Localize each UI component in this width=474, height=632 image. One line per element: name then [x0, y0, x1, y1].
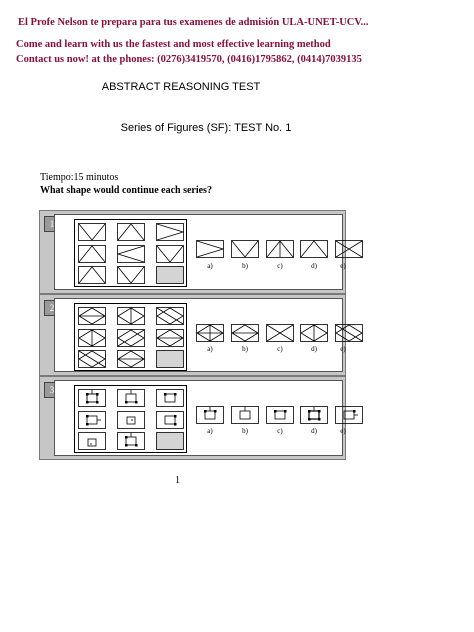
option-a-label: a)	[207, 345, 213, 353]
option-e-figure[interactable]	[335, 240, 363, 258]
option-a-label: a)	[207, 427, 213, 435]
series-figure	[117, 223, 145, 241]
problem-2-series-grid	[74, 303, 187, 371]
problem-1-area	[54, 214, 346, 290]
question-text: What shape would continue each series?	[40, 185, 212, 196]
option-c-label: c)	[277, 427, 283, 435]
problem-1-series-grid	[74, 219, 187, 287]
option-b-label: b)	[242, 345, 248, 353]
series-figure	[78, 411, 106, 429]
option-e-label: e)	[340, 345, 346, 353]
missing-figure-cell	[156, 350, 184, 368]
series-figure	[78, 350, 106, 368]
option-c-figure[interactable]	[266, 240, 294, 258]
option-e-figure[interactable]	[335, 406, 363, 424]
series-figure	[156, 389, 184, 407]
problem-2-panel	[39, 294, 346, 376]
problem-3-area	[54, 380, 346, 456]
promo-line-3: Contact us now! at the phones: (0276)3419570, (0416)1795862, (0414)7039135	[16, 54, 362, 65]
option-a-figure[interactable]	[196, 240, 224, 258]
series-figure	[117, 245, 145, 263]
option-e-label: e)	[340, 427, 346, 435]
option-b-label: b)	[242, 262, 248, 270]
problem-2-area	[54, 298, 346, 372]
option-a-figure[interactable]	[196, 406, 224, 424]
test-title: ABSTRACT REASONING TEST	[101, 81, 261, 93]
series-figure	[78, 266, 106, 284]
option-d-label: d)	[311, 345, 317, 353]
promo-line-1: El Profe Nelson te prepara para tus examenes de admisión ULA-UNET-UCV...	[18, 17, 369, 28]
option-c-label: c)	[277, 262, 283, 270]
series-figure	[156, 329, 184, 347]
series-figure	[156, 223, 184, 241]
series-figure	[117, 389, 145, 407]
missing-figure-cell	[156, 432, 184, 450]
option-a-figure[interactable]	[196, 324, 224, 342]
option-e-label: e)	[340, 262, 346, 270]
series-figure	[156, 245, 184, 263]
series-figure	[78, 329, 106, 347]
series-figure	[117, 432, 145, 450]
missing-figure-cell	[156, 266, 184, 284]
problem-3-number: 3	[44, 382, 60, 398]
option-b-figure[interactable]	[231, 240, 259, 258]
series-figure	[78, 307, 106, 325]
problem-1-panel	[39, 210, 346, 294]
series-figure	[117, 266, 145, 284]
option-d-figure[interactable]	[300, 406, 328, 424]
option-c-figure[interactable]	[266, 324, 294, 342]
option-b-figure[interactable]	[231, 324, 259, 342]
series-figure	[117, 350, 145, 368]
series-figure	[156, 307, 184, 325]
problem-3-panel	[39, 376, 346, 460]
test-subtitle: Series of Figures (SF): TEST No. 1	[120, 122, 292, 134]
option-b-figure[interactable]	[231, 406, 259, 424]
series-figure	[78, 432, 106, 450]
series-figure	[117, 329, 145, 347]
series-figure	[78, 223, 106, 241]
option-d-figure[interactable]	[300, 240, 328, 258]
problem-1-number: 1	[44, 216, 60, 232]
option-d-label: d)	[311, 427, 317, 435]
option-a-label: a)	[207, 262, 213, 270]
time-limit: Tiempo:15 minutos	[40, 172, 119, 183]
promo-line-2: Come and learn with us the fastest and most effective learning method	[16, 39, 331, 50]
series-figure	[117, 411, 145, 429]
option-b-label: b)	[242, 427, 248, 435]
option-e-figure[interactable]	[335, 324, 363, 342]
series-figure	[78, 389, 106, 407]
problem-2-number: 2	[44, 300, 60, 316]
series-figure	[117, 307, 145, 325]
option-d-figure[interactable]	[300, 324, 328, 342]
option-c-label: c)	[277, 345, 283, 353]
page-number: 1	[175, 475, 180, 486]
option-d-label: d)	[311, 262, 317, 270]
option-c-figure[interactable]	[266, 406, 294, 424]
problem-3-series-grid	[74, 385, 187, 453]
series-figure	[156, 411, 184, 429]
series-figure	[78, 245, 106, 263]
